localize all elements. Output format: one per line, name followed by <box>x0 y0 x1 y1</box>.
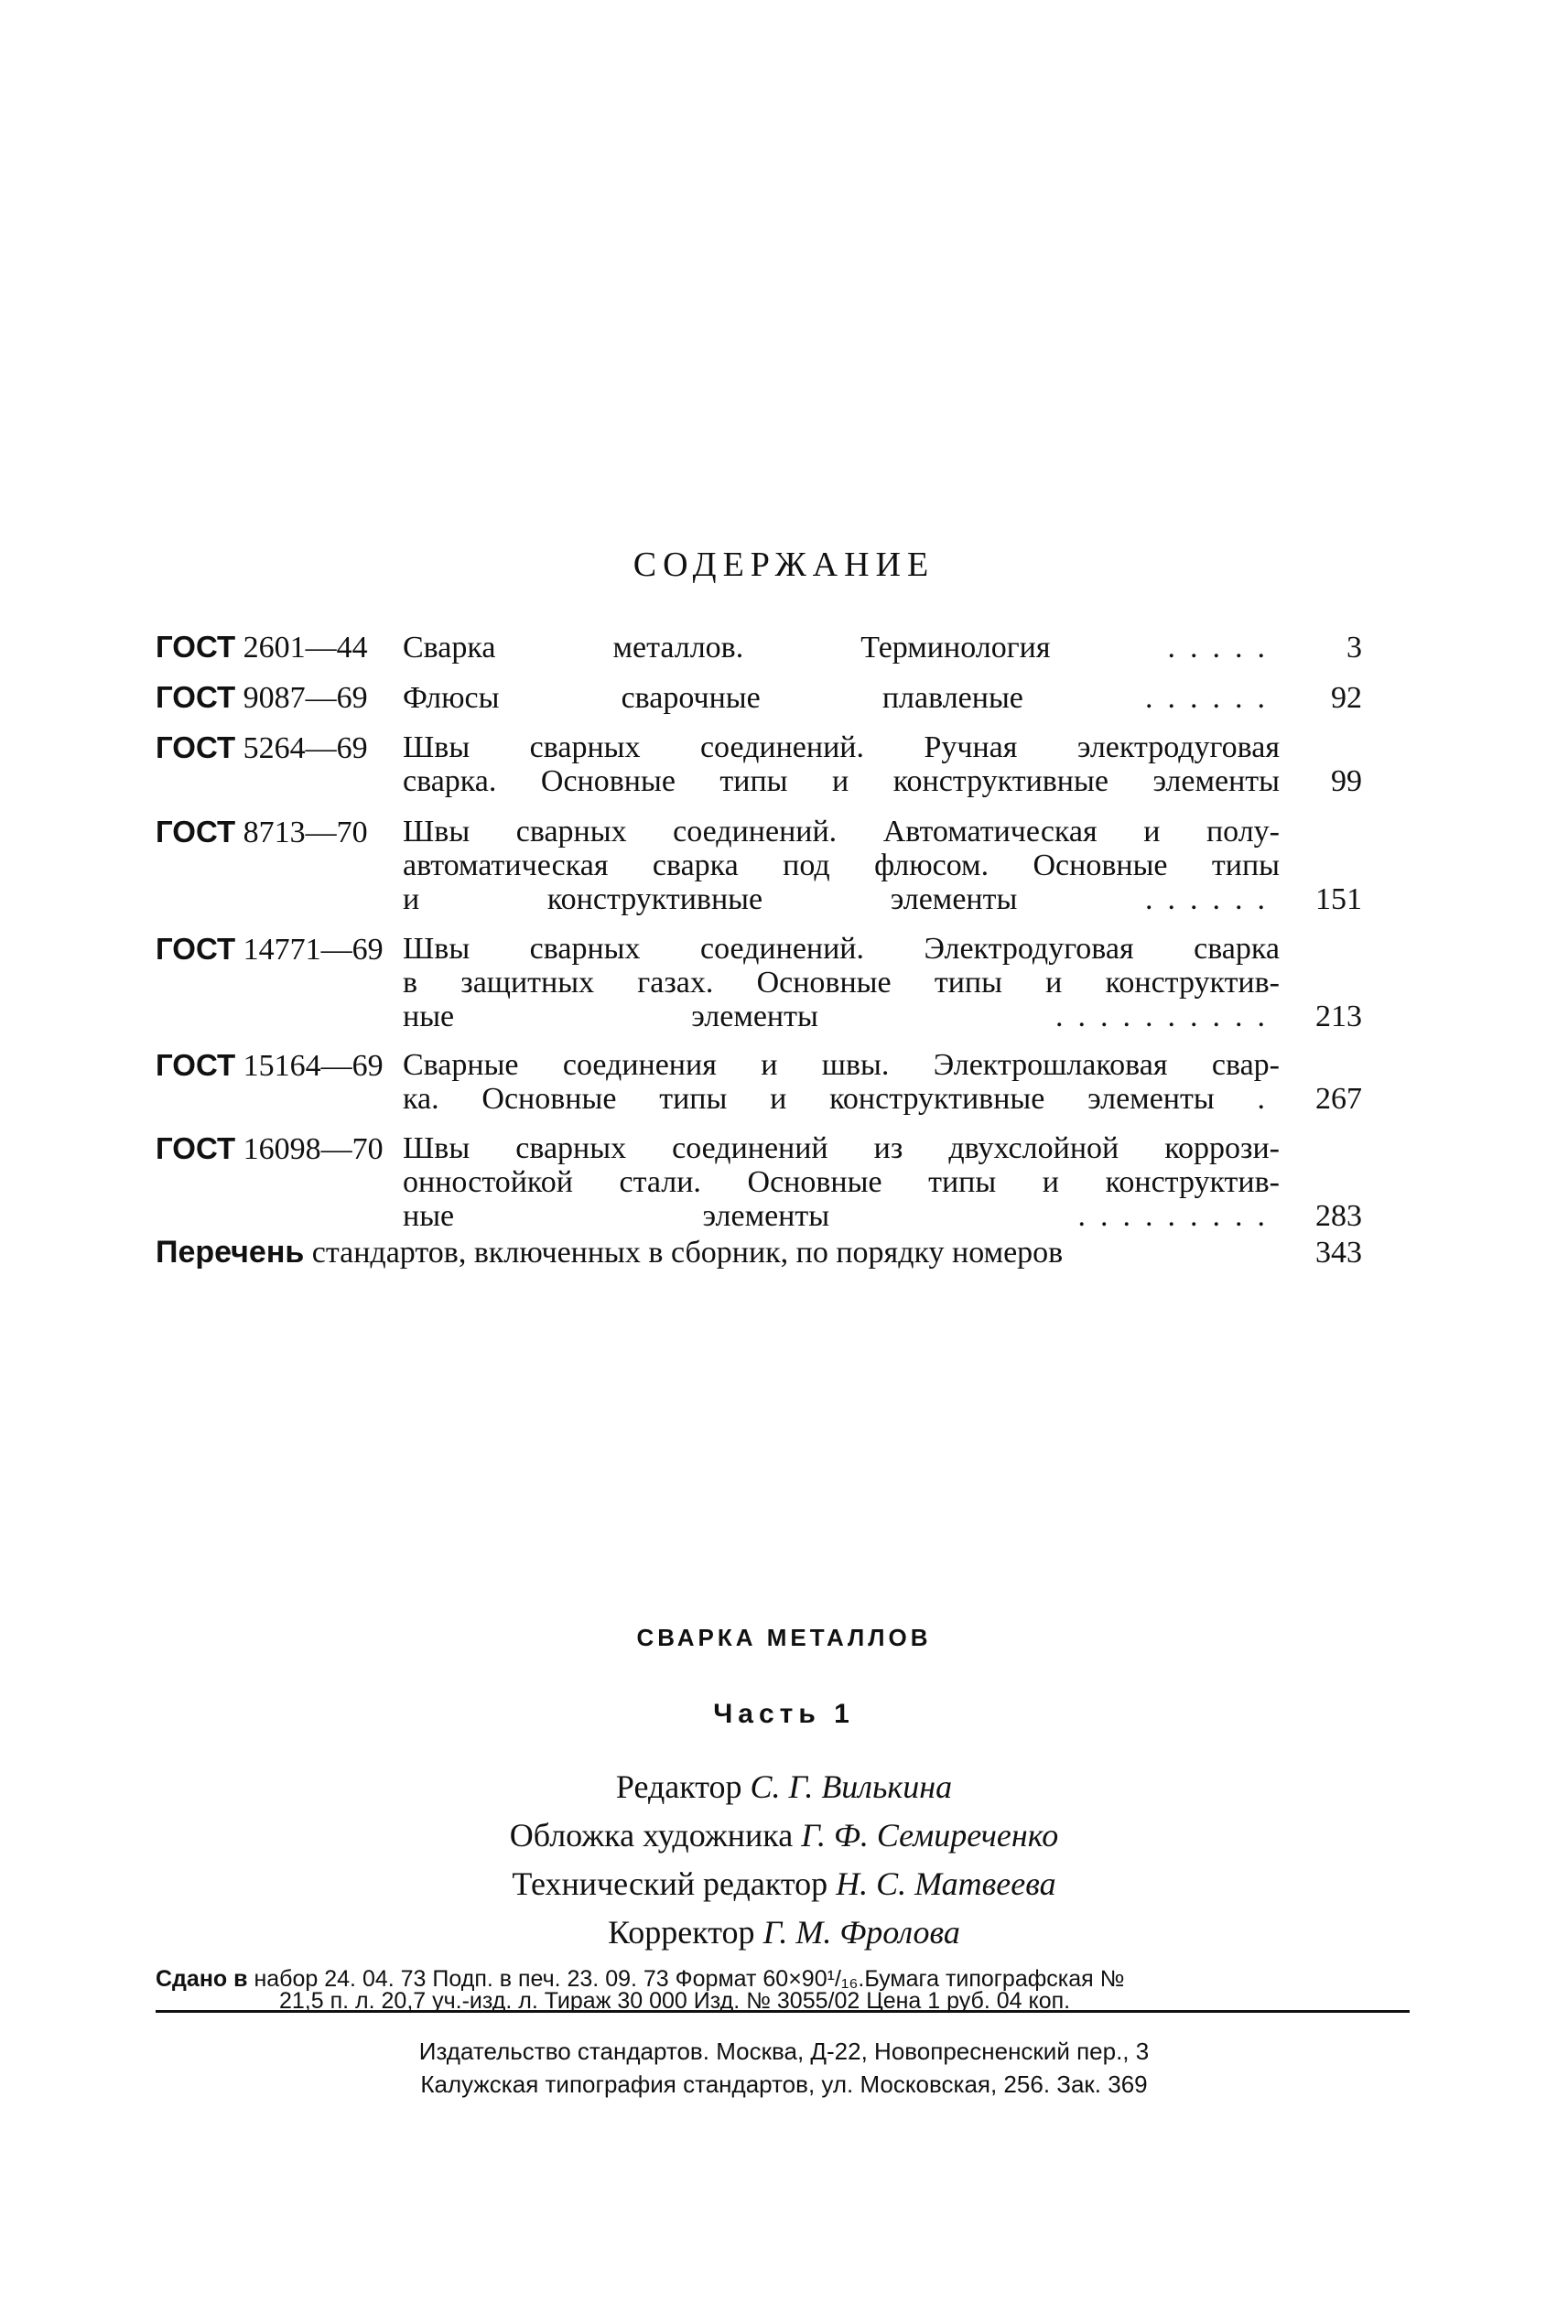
entry-line: Сварные соединения и швы. Электрошлаковая свар- <box>403 1048 1280 1082</box>
toc-entry <box>156 630 1362 665</box>
gost-prefix: ГОСТ <box>156 1048 236 1082</box>
entry-line: ные элементы <box>403 1000 818 1033</box>
gost-prefix: ГОСТ <box>156 680 236 714</box>
gost-code <box>156 730 403 765</box>
entry-line: Швы сварных соединений из двухслойной коррози- <box>403 1131 1280 1165</box>
entry-title <box>403 681 1280 715</box>
list-entry-title <box>156 1236 1280 1270</box>
toc-entry <box>156 1048 1362 1116</box>
entry-title <box>403 730 1280 798</box>
gost-number: 9087—69 <box>243 681 368 715</box>
gost-number: 14771—69 <box>243 933 384 967</box>
page-number: 3 <box>1346 631 1362 665</box>
entry-title <box>403 1048 1280 1116</box>
credit-role: Редактор <box>615 1768 742 1805</box>
entry-line: Швы сварных соединений. Ручная электродуговая <box>403 730 1280 764</box>
page-number: 213 <box>1315 1000 1362 1033</box>
gost-code <box>156 1131 403 1166</box>
page-number: 99 <box>1331 764 1362 798</box>
list-entry-text: стандартов, включенных в сборник, по порядку номеров <box>311 1236 1064 1270</box>
leader-dots: ...... <box>1145 681 1281 715</box>
toc-title: СОДЕРЖАНИЕ <box>633 546 935 584</box>
entry-line: Флюсы сварочные плавленые <box>403 681 1023 715</box>
gost-prefix: ГОСТ <box>156 630 236 664</box>
leader-dots: . <box>1257 1082 1280 1116</box>
toc-list-entry <box>156 1236 1362 1270</box>
entry-line: Швы сварных соединений. Автоматическая и полу- <box>403 815 1280 849</box>
page-number: 92 <box>1331 681 1362 715</box>
book-part: Часть 1 <box>713 1699 855 1729</box>
entry-line: ка. Основные типы и конструктивные элементы <box>403 1082 1215 1116</box>
page-number: 151 <box>1315 882 1362 916</box>
credit-proofreader <box>0 1916 1568 1949</box>
entry-line: автоматическая сварка под флюсом. Основные типы <box>403 849 1280 882</box>
leader-dots: ......... <box>1077 1199 1281 1233</box>
toc-entry <box>156 1131 1362 1233</box>
toc-entry <box>156 815 1362 916</box>
list-entry-bold: Перечень <box>156 1235 305 1270</box>
credit-cover-artist <box>0 1819 1568 1852</box>
gost-number: 8713—70 <box>243 816 368 849</box>
divider <box>156 2010 1410 2013</box>
credit-tech-editor <box>0 1867 1568 1900</box>
leader-dots: ..... <box>1167 631 1281 665</box>
credit-name: Н. С. Матвеева <box>836 1865 1056 1902</box>
credit-name: Г. Ф. Семиреченко <box>801 1817 1059 1854</box>
gost-code <box>156 1048 403 1083</box>
toc-entry <box>156 730 1362 798</box>
credit-role: Технический редактор <box>512 1865 828 1902</box>
entry-line: Сварка металлов. Терминология <box>403 631 1051 665</box>
imprint-text: набор 24. 04. 73 Подп. в печ. 23. 09. 73 Формат 60×90¹/₁₆.Бумага типографская № <box>254 1966 1125 1992</box>
page-number: 343 <box>1315 1236 1362 1270</box>
gost-number: 2601—44 <box>243 631 368 665</box>
entry-title <box>403 932 1280 1033</box>
imprint-bold: Сдано в <box>156 1966 248 1992</box>
page-number: 267 <box>1315 1082 1362 1116</box>
gost-number: 16098—70 <box>243 1132 384 1166</box>
entry-title <box>403 1131 1280 1233</box>
gost-prefix: ГОСТ <box>156 932 236 966</box>
imprint-line-2: 21,5 п. л. 20,7 уч.-изд. л. Тираж 30 000 Изд. № 3055/02 Цена 1 руб. 04 коп. <box>279 1988 1071 2014</box>
entry-line: сварка. Основные типы и конструктивные элементы <box>403 764 1280 798</box>
entry-line: онностойкой стали. Основные типы и конструктив- <box>403 1165 1280 1199</box>
publisher-line-1: Издательство стандартов. Москва, Д-22, Новопресненский пер., 3 <box>418 2038 1150 2065</box>
gost-code <box>156 815 403 849</box>
gost-prefix: ГОСТ <box>156 730 236 764</box>
entry-line: и конструктивные элементы <box>403 882 1018 916</box>
leader-dots: .......... <box>1055 1000 1281 1033</box>
gost-code <box>156 932 403 967</box>
leader-dots: ...... <box>1145 882 1280 916</box>
gost-number: 5264—69 <box>243 731 368 765</box>
gost-number: 15164—69 <box>243 1049 384 1083</box>
gost-prefix: ГОСТ <box>156 815 236 849</box>
gost-prefix: ГОСТ <box>156 1131 236 1165</box>
book-title: СВАРКА МЕТАЛЛОВ <box>636 1624 932 1651</box>
entry-title <box>403 631 1280 665</box>
gost-code <box>156 680 403 715</box>
publisher-line-2: Калужская типография стандартов, ул. Московская, 256. Зак. 369 <box>420 2070 1148 2098</box>
toc-entry <box>156 932 1362 1033</box>
entry-line: в защитных газах. Основные типы и конструктив- <box>403 966 1280 1000</box>
gost-code <box>156 630 403 665</box>
credit-editor <box>0 1770 1568 1803</box>
credit-name: С. Г. Вилькина <box>750 1768 953 1805</box>
entry-line: Швы сварных соединений. Электродуговая сварка <box>403 932 1280 966</box>
entry-line: ные элементы <box>403 1199 830 1233</box>
page-number: 283 <box>1315 1199 1362 1233</box>
credit-role: Корректор <box>608 1914 755 1951</box>
toc-entry <box>156 680 1362 715</box>
entry-title <box>403 815 1280 916</box>
credit-role: Обложка художника <box>509 1817 794 1854</box>
credit-name: Г. М. Фролова <box>762 1914 960 1951</box>
